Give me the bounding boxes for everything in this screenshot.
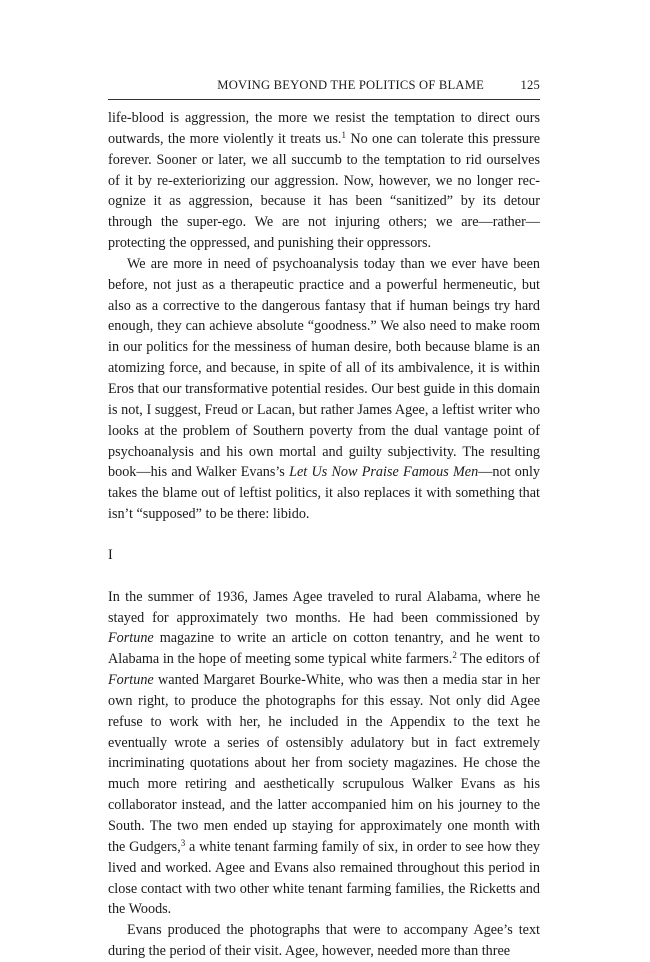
footnote-marker: 3 xyxy=(180,837,186,848)
text-run: wanted Margaret Bourke-White, who was then a media star in her own right, to produce the photographs for this essay. Not only did Agee refuse to work with her, he included in the Appendix to the text he eventually wrote a series of ostensibly adulatory but in fact extremely incriminating quotations about her from society magazines. He chose the much more retiring and aesthetically scrupulous Walker Evans as his collaborator instead, and the latter accompanied him on his journey to the South. The two men ended up staying for approximately one month with the Gudgers, xyxy=(108,672,540,855)
italic-title: Fortune xyxy=(108,672,154,689)
paragraph-1 xyxy=(108,108,540,254)
page-number: 125 xyxy=(520,78,540,92)
footnote-marker: 2 xyxy=(452,650,457,661)
text-run: We are more in need of psychoanalysis today than we ever have been before, not just as a therapeutic practice and a powerful hermeneutic, but also as a corrective to the dangerous fantasy that if human beings try hard enough, they can achieve absolute “goodness.” We also need to make room in our politics for the messiness of human desire, both because blame is an atomizing force, and because, in spite of all of its ambivalence, it is within Eros that our transformative potential resides. Our best guide in this domain is not, I suggest, Freud or Lacan, but rather James Agee, a leftist writer who looks at the problem of Southern poverty from the dual vantage point of psychoanalysis and his own mortal and guilty subjectivity. The resulting book—his and Walker Evans’s xyxy=(108,255,540,481)
italic-title: Fortune xyxy=(108,630,154,647)
text-run: Evans produced the photographs that were to accompany Agee’s text during the period of their visit. Agee, however, needed more than three xyxy=(108,922,540,960)
body-text-top xyxy=(108,108,540,525)
text-run: The editors of xyxy=(456,651,541,668)
text-run: magazine to write an article on cotton tenantry, and he went to Alabama in the hope of meeting some typical white farmers. xyxy=(108,630,540,668)
paragraph-3 xyxy=(108,587,540,921)
body-text-section xyxy=(108,587,540,962)
running-head xyxy=(108,78,540,100)
paragraph-4 xyxy=(108,920,540,962)
paragraph-2 xyxy=(108,254,540,525)
text-run: —not only takes the blame out of leftist politics, it also replaces it with something that isn’t “supposed” to be there: libido. xyxy=(108,464,540,523)
book-page xyxy=(108,78,540,962)
text-run: No one can tolerate this pressure forever. Sooner or later, we all succumb to the temptation to rid ourselves of it by re-exteriorizing our aggression. Now, however, we no longer recognize it as aggression, because it has been “sanitized” by its detour through the super-ego. We are not injuring others; we are—rather—protecting the oppressed, and punishing their oppressors. xyxy=(108,130,540,252)
text-run: a white tenant farming family of six, in order to see how they lived and worked. Agee and Evans also remained throughout this period in close contact with two other white tenant farming families, the Ricketts and the Woods. xyxy=(108,838,540,918)
running-title: MOVING BEYOND THE POLITICS OF BLAME xyxy=(217,78,484,92)
text-run: life-blood is aggression, the more we resist the temptation to direct ours outwards, the more violently it treats us. xyxy=(108,110,540,147)
text-run: In the summer of 1936, James Agee traveled to rural Alabama, where he stayed for approximately two months. He had been commissioned by xyxy=(108,588,540,626)
italic-title: Let Us Now Praise Famous Men xyxy=(289,464,479,481)
section-number: I xyxy=(108,546,113,563)
footnote-marker: 1 xyxy=(341,129,346,140)
